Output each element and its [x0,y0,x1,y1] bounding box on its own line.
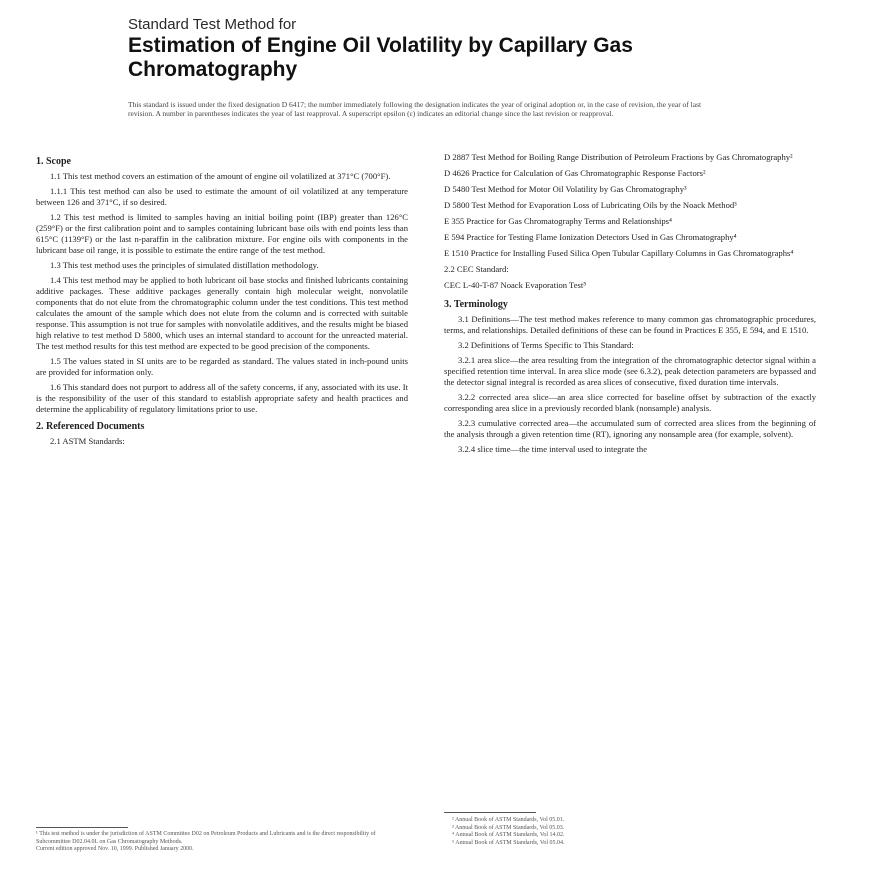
section-heading-scope: 1. Scope [36,156,71,167]
reference-item: E 1510 Practice for Installing Fused Silica Open Tubular Capillary Columns in Gas Chromatographs⁴ [444,248,794,258]
section-heading-terminology: 3. Terminology [444,299,508,310]
reference-item: D 5480 Test Method for Motor Oil Volatility by Gas Chromatography³ [444,184,687,194]
scope-paragraphs [36,171,408,415]
terminology-paragraph: 3.1 Definitions—The test method makes reference to many common gas chromatographic procedures, terms, and relationships. Detailed definitions of these can be found in Practices E 355, E 594, and E 1510. [444,314,816,335]
footnote: ¹ This test method is under the jurisdiction of ASTM Committee D02 on Petroleum Products and Lubricants and is the direct responsibility of Subcommittee D02.04.0L on Gas Chromatography Methods. [36,831,376,845]
reference-item: D 5800 Test Method for Evaporation Loss of Lubricating Oils by the Noack Method³ [444,200,737,210]
reference-item: D 4626 Practice for Calculation of Gas Chromatographic Response Factors² [444,168,706,178]
right-footnotes [452,817,812,847]
section-heading-referenced-documents: 2. Referenced Documents [36,421,145,432]
terminology-paragraph: 3.2.1 area slice—the area resulting from the integration of the chromatographic detector signal within a specified retention time interval. In area slice mode (see 6.3.2), peak detection parameters are bypassed and the detector signal integral is recorded as area slices of consecutive, fixed duration time intervals. [444,355,816,387]
terminology-paragraph: 3.2 Definitions of Terms Specific to This Standard: [458,340,634,350]
scope-paragraph: 1.1.1 This test method can also be used to estimate the amount of oil volatilized at any temperature between 126 and 371°C, if so desired. [36,186,408,207]
reference-item: D 2887 Test Method for Boiling Range Distribution of Petroleum Fractions by Gas Chromatography² [444,152,793,162]
terminology-paragraphs [444,314,816,455]
scope-paragraph: 1.4 This test method may be applied to both lubricant oil base stocks and finished lubricants containing additive packages. These additive packages generally contain high molecular weight, nonvolatile components that do not elute from the chromatographic column under the test conditions. This test method calculates the amount of the sample which does not elute from the column and is corrected with suitable response. This assumption is not true for samples with nonvolatile additives, and the results might be biased high relative to test method D 5800, which uses an internal standard to account for the unreacted material. The test method results for this test method are expected to be good precision of the components. [36,275,408,351]
footnote: Current edition approved Nov. 10, 1999. Published January 2000. [36,846,194,852]
referenced-documents-intro: 2.1 ASTM Standards: [50,436,125,446]
designation-note: This standard is issued under the fixed designation D 6417; the number immediately following the designation indicates the year of original adoption or, in the case of revision, the year of last revision. A number in parentheses indicates the year of last reapproval. A superscript epsilon (ε) indicates an editorial change since the last revision or reapproval. [128,100,702,118]
left-column [36,152,408,451]
scope-paragraph: 1.6 This standard does not purport to address all of the safety concerns, if any, associated with its use. It is the responsibility of the user of this standard to establish appropriate safety and health practices and determine the applicability of regulatory limitations prior to use. [36,382,408,414]
document-title: Estimation of Engine Oil Volatility by Capillary Gas Chromatography [128,34,633,81]
left-footnotes [36,831,408,854]
terminology-paragraph: 3.2.4 slice time—the time interval used to integrate the [458,444,648,454]
scope-paragraph: 1.5 The values stated in SI units are to be regarded as standard. The values stated in inch-pound units are provided for information only. [36,356,408,377]
reference-item: E 594 Practice for Testing Flame Ionization Detectors Used in Gas Chromatography⁴ [444,232,737,242]
reference-item: E 355 Practice for Gas Chromatography Terms and Relationships⁴ [444,216,673,226]
reference-list [444,152,816,291]
footnote: ⁵ Annual Book of ASTM Standards, Vol 05.04. [452,839,565,846]
scope-paragraph: 1.1 This test method covers an estimation of the amount of engine oil volatilized at 371°C (700°F). [50,171,391,181]
footnote: ² Annual Book of ASTM Standards, Vol 05.01. [452,817,565,823]
document-type: Standard Test Method for [128,16,297,33]
reference-item: CEC L-40-T-87 Noack Evaporation Test⁵ [444,280,587,290]
footnote: ⁴ Annual Book of ASTM Standards, Vol 14.02. [452,832,565,838]
terminology-paragraph: 3.2.3 cumulative corrected area—the accumulated sum of corrected area slices from the beginning of the analysis through a given retention time (RT), ignoring any nonsample area (for example, solvent). [444,418,816,439]
scope-paragraph: 1.3 This test method uses the principles of simulated distillation methodology. [50,260,319,270]
right-column [444,152,816,459]
footnote-rule-right [444,812,536,813]
terminology-paragraph: 3.2.2 corrected area slice—an area slice corrected for baseline offset by subtraction of the exactly corresponding area slice in a previously recorded blank (nonsample) analysis. [444,392,816,413]
scope-paragraph: 1.2 This test method is limited to samples having an initial boiling point (IBP) greater than 126°C (259°F) or the first calibration point and to samples containing lubricant base oils with end points less than 615°C (1139°F) or the last n-paraffin in the calibration mixture. For engine oils with components in the lubricant base oil range, it is possible to estimate the entire range of the test method. [36,212,408,255]
reference-item: 2.2 CEC Standard: [444,264,509,274]
footnote: ³ Annual Book of ASTM Standards, Vol 05.03. [452,824,565,831]
footnote-rule-left [36,827,128,828]
